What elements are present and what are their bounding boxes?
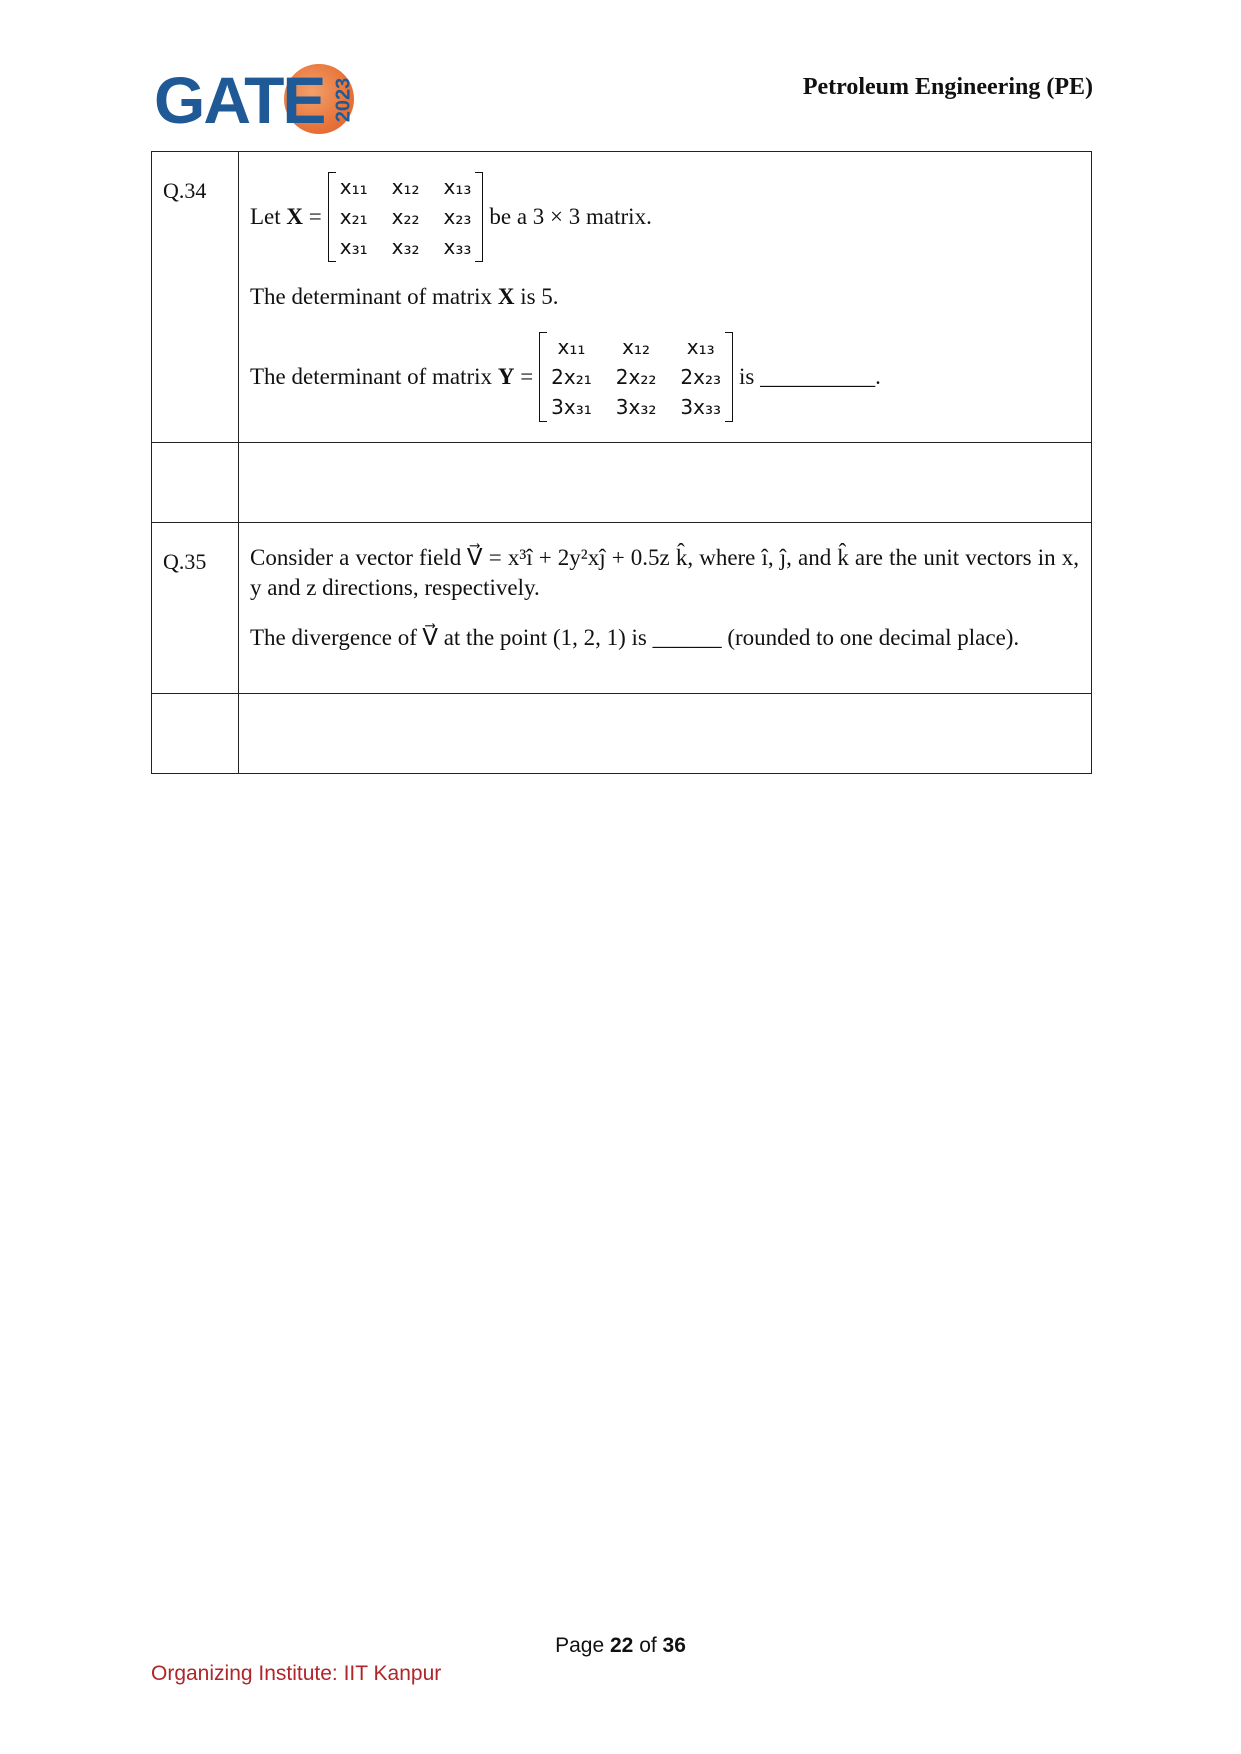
gate-logo bbox=[154, 60, 364, 140]
matrix-entry: 2x₂₂ bbox=[615, 365, 657, 389]
matrix-entry: x₂₃ bbox=[443, 205, 472, 229]
matrix-entry: x₁₃ bbox=[443, 175, 472, 199]
answer-row bbox=[152, 443, 1092, 523]
matrix-entry: x₃₁ bbox=[339, 235, 368, 259]
page-prefix: Page bbox=[555, 1634, 605, 1657]
matrix-entry: x₃₂ bbox=[391, 235, 420, 259]
var-x-2: X bbox=[497, 284, 515, 309]
matrix-entry: 2x₂₃ bbox=[680, 365, 721, 389]
matrix-entry: x₁₂ bbox=[622, 335, 651, 359]
matrix-entry: x₁₂ bbox=[391, 175, 420, 199]
matrix-entry: 3x₃₃ bbox=[680, 395, 721, 419]
matrix-entry: 2x₂₁ bbox=[551, 365, 592, 389]
organizing-institute: Organizing Institute: IIT Kanpur bbox=[151, 1662, 442, 1685]
det-x-statement bbox=[250, 284, 1079, 310]
empty-cell bbox=[152, 694, 239, 774]
matrix-entry: 3x₃₁ bbox=[551, 395, 592, 419]
matrix-y bbox=[539, 332, 733, 422]
vector-field-statement: Consider a vector field V⃗ = x³î + 2y²xĵ + 0.5z k̂, where î, ĵ, and k̂ are the unit vectors in x, y and z directions, respectively. bbox=[250, 545, 1079, 600]
answer-row bbox=[152, 694, 1092, 774]
subject-title: Petroleum Engineering (PE) bbox=[802, 74, 1093, 100]
question-number: Q.35 bbox=[152, 523, 239, 694]
question-row bbox=[152, 152, 1092, 443]
divergence-question: The divergence of V⃗ at the point (1, 2, 1) is ______ (rounded to one decimal place). bbox=[250, 625, 1020, 650]
equals-2: = bbox=[520, 364, 534, 389]
equals: = bbox=[308, 204, 322, 229]
page-of: of bbox=[639, 1634, 657, 1657]
empty-cell bbox=[239, 694, 1092, 774]
question-body bbox=[239, 152, 1092, 443]
matrix-y-line bbox=[250, 332, 1079, 422]
det-prefix: The determinant of matrix bbox=[250, 284, 493, 309]
var-x: X bbox=[286, 204, 304, 229]
logo-text: GATE bbox=[154, 63, 325, 137]
matrix-entry: x₁₁ bbox=[557, 335, 586, 359]
answer-blank-text: is __________. bbox=[739, 364, 881, 389]
page-total: 36 bbox=[662, 1634, 686, 1657]
matrix-entry: x₃₃ bbox=[443, 235, 472, 259]
matrix-entry: x₁₁ bbox=[339, 175, 368, 199]
matrix-x bbox=[328, 172, 484, 262]
matrix-size-text: be a 3 × 3 matrix. bbox=[489, 204, 652, 229]
let-text: Let bbox=[250, 204, 281, 229]
empty-cell bbox=[239, 443, 1092, 523]
question-body bbox=[239, 523, 1092, 694]
matrix-entry: x₂₁ bbox=[339, 205, 368, 229]
matrix-entry: x₁₃ bbox=[686, 335, 715, 359]
page-number bbox=[0, 1634, 1241, 1658]
question-table bbox=[151, 151, 1092, 774]
page-current: 22 bbox=[609, 1634, 634, 1657]
var-y: Y bbox=[497, 364, 515, 389]
det-suffix: is 5. bbox=[520, 284, 559, 309]
empty-cell bbox=[152, 443, 239, 523]
logo-year: 2023 bbox=[332, 77, 355, 123]
matrix-x-line bbox=[250, 172, 1079, 262]
matrix-entry: x₂₂ bbox=[391, 205, 420, 229]
matrix-entry: 3x₃₂ bbox=[615, 395, 657, 419]
y-prefix: The determinant of matrix bbox=[250, 364, 493, 389]
question-number: Q.34 bbox=[152, 152, 239, 443]
question-row bbox=[152, 523, 1092, 694]
